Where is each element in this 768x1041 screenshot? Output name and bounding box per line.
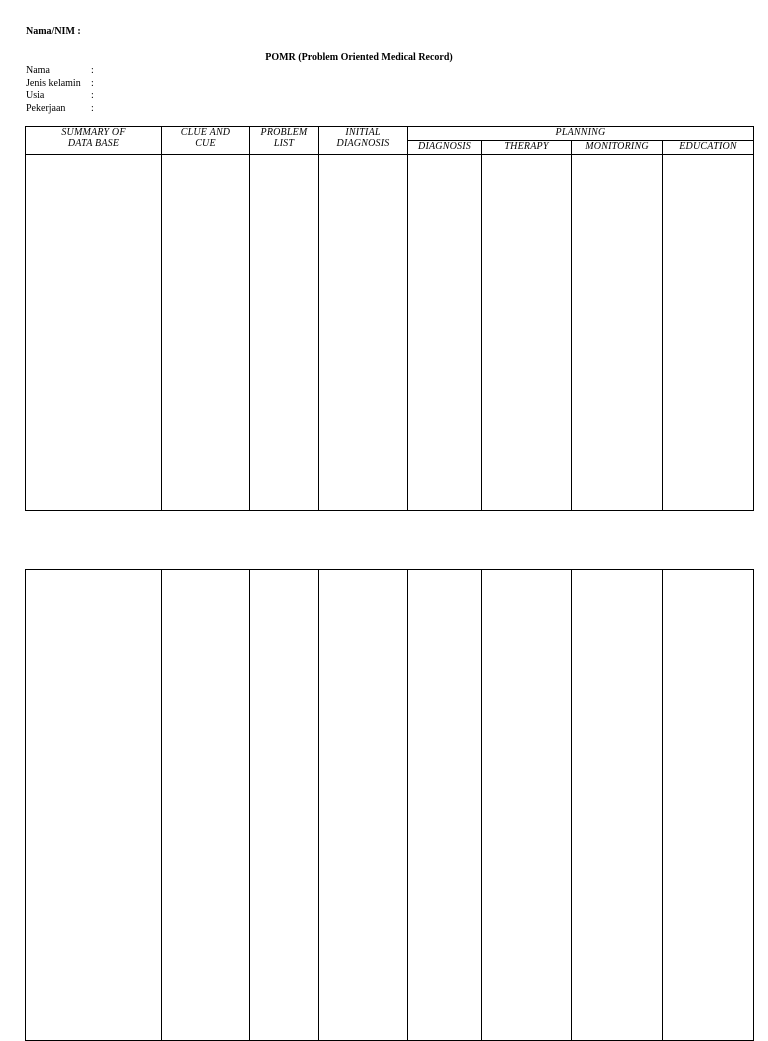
cell-clue-and-cue[interactable] bbox=[162, 570, 250, 1041]
cell-monitoring[interactable] bbox=[572, 155, 663, 511]
identity-label: Nama bbox=[26, 65, 50, 76]
cell-summary-of-data-base[interactable] bbox=[26, 570, 162, 1041]
identity-row-pekerjaan bbox=[26, 103, 101, 116]
identity-fields bbox=[26, 65, 101, 115]
document-title: POMR (Problem Oriented Medical Record) bbox=[265, 52, 453, 63]
header-therapy: THERAPY bbox=[482, 141, 572, 155]
header-clue-and-cue bbox=[162, 127, 250, 155]
cell-summary-of-data-base[interactable] bbox=[26, 155, 162, 511]
header-initial-diagnosis bbox=[319, 127, 408, 155]
cell-education[interactable] bbox=[663, 570, 754, 1041]
table-row bbox=[26, 155, 754, 511]
cell-education[interactable] bbox=[663, 155, 754, 511]
identity-colon: : bbox=[91, 102, 94, 114]
header-problem-line2: LIST bbox=[273, 138, 295, 149]
header-summary-line1: SUMMARY OF bbox=[61, 127, 126, 138]
cell-therapy[interactable] bbox=[482, 155, 572, 511]
cell-clue-and-cue[interactable] bbox=[162, 155, 250, 511]
header-clue-line2: CUE bbox=[195, 138, 216, 149]
cell-problem-list[interactable] bbox=[250, 155, 319, 511]
header-planning: PLANNING bbox=[408, 127, 754, 141]
cell-problem-list[interactable] bbox=[250, 570, 319, 1041]
cell-monitoring[interactable] bbox=[572, 570, 663, 1041]
identity-label: Jenis kelamin bbox=[26, 77, 81, 89]
identity-label: Pekerjaan bbox=[26, 102, 66, 114]
identity-row-nama bbox=[26, 65, 101, 78]
header-education: EDUCATION bbox=[663, 141, 754, 155]
header-initial-line1: INITIAL bbox=[345, 127, 381, 138]
header-diagnosis: DIAGNOSIS bbox=[408, 141, 482, 155]
cell-initial-diagnosis[interactable] bbox=[319, 570, 408, 1041]
header-monitoring: MONITORING bbox=[572, 141, 663, 155]
cell-diagnosis[interactable] bbox=[408, 155, 482, 511]
identity-row-usia bbox=[26, 90, 101, 103]
header-problem-line1: PROBLEM bbox=[260, 127, 308, 138]
header-problem-list bbox=[250, 127, 319, 155]
identity-row-jenis-kelamin bbox=[26, 78, 101, 91]
pomr-table-continuation bbox=[25, 569, 754, 1041]
identity-colon: : bbox=[91, 77, 94, 89]
header-clue-line1: CLUE AND bbox=[180, 127, 231, 138]
cell-diagnosis[interactable] bbox=[408, 570, 482, 1041]
table-row bbox=[26, 570, 754, 1041]
header-summary-line2: DATA BASE bbox=[67, 138, 120, 149]
cell-therapy[interactable] bbox=[482, 570, 572, 1041]
header-initial-line2: DIAGNOSIS bbox=[336, 138, 390, 149]
nama-nim-label: Nama/NIM : bbox=[26, 26, 81, 37]
pomr-table-main bbox=[25, 126, 754, 511]
identity-colon: : bbox=[91, 65, 94, 76]
identity-label: Usia bbox=[26, 90, 45, 101]
cell-initial-diagnosis[interactable] bbox=[319, 155, 408, 511]
identity-colon: : bbox=[91, 90, 94, 101]
header-summary-of-data-base bbox=[26, 127, 162, 155]
